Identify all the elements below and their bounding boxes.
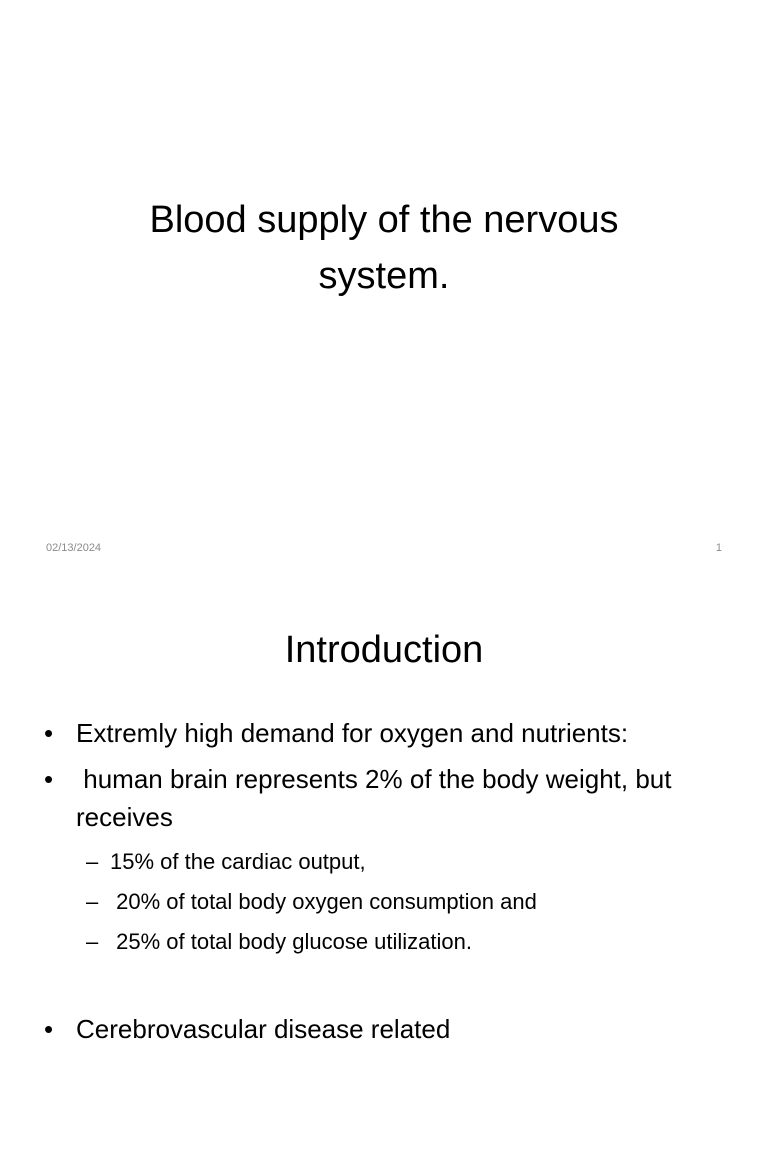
- slide-date: 02/13/2024: [46, 542, 102, 554]
- sub-bullet-text: 15% of the cardiac output,: [110, 849, 366, 874]
- bullet-marker: •: [44, 764, 54, 794]
- bullet-item: [40, 760, 740, 836]
- slide-heading: Introduction: [284, 629, 484, 671]
- sub-bullet-item: [86, 922, 537, 962]
- bullet-marker: •: [44, 718, 54, 748]
- sub-bullet-text: 25% of total body glucose utilization.: [110, 929, 473, 954]
- dash-marker: –: [86, 849, 99, 874]
- slide-title: Blood supply of the nervous system.: [149, 199, 619, 297]
- sub-bullet-item: [86, 842, 537, 882]
- dash-marker: –: [86, 889, 99, 914]
- partial-bullet-item: [40, 1010, 450, 1048]
- bullet-text: human brain represents 2% of the body weight, but receives: [76, 764, 679, 832]
- sub-bullet-item: [86, 882, 537, 922]
- bullet-text: Cerebrovascular disease related: [76, 1014, 451, 1044]
- bullet-marker: •: [44, 1014, 54, 1044]
- sub-bullet-list: [86, 842, 537, 962]
- bullet-text: Extremly high demand for oxygen and nutrients:: [76, 718, 629, 748]
- dash-marker: –: [86, 929, 99, 954]
- slide-page-number: 1: [715, 542, 722, 554]
- slide-2: [0, 576, 768, 1152]
- sub-bullet-text: 20% of total body oxygen consumption and: [110, 889, 537, 914]
- bullet-item: [40, 714, 740, 752]
- bullet-list: [40, 714, 740, 844]
